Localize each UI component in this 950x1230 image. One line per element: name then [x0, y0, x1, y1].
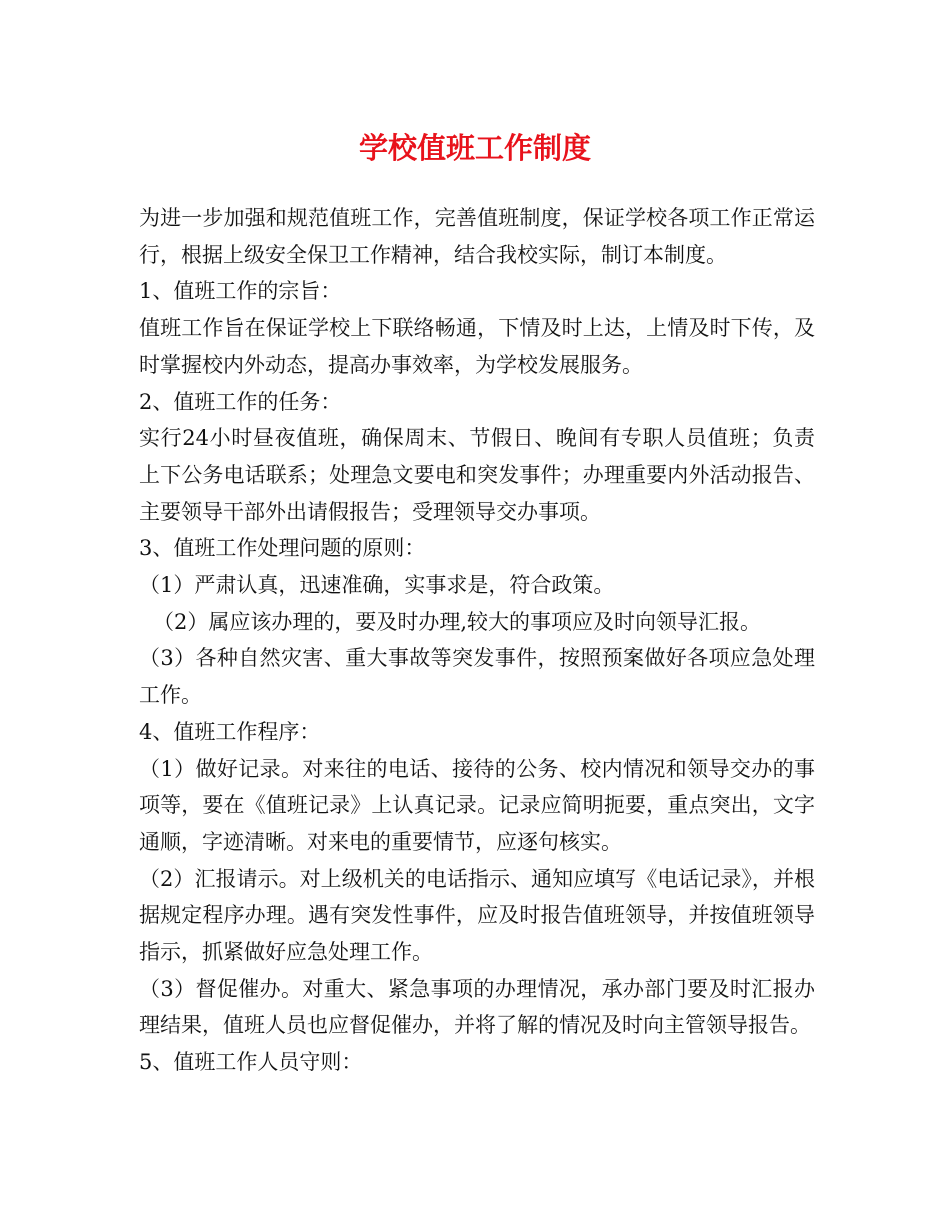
section-heading-tasks: 2、值班工作的任务： [139, 389, 342, 414]
procedure-item-3: （3）督促催办。对重大、紧急事项的办理情况，承办部门要及时汇报办理结果，值班人员也应督促催办，并将了解的情况及时向主管领导报告。 [139, 976, 815, 1038]
principle-item-1: （1）严肃认真，迅速准确，实事求是，符合政策。 [139, 573, 615, 598]
tasks-paragraph: 实行24小时昼夜值班，确保周末、节假日、晚间有专职人员值班；负责上下公务电话联系；处理急文要电和突发事件；办理重要内外活动报告、主要领导干部外出请假报告；受理领导交办事项。 [139, 426, 815, 524]
document-body [139, 200, 815, 1081]
principle-item-2: （2）属应该办理的，要及时办理,较大的事项应及时向领导汇报。 [153, 609, 762, 634]
section-heading-purpose: 1、值班工作的宗旨： [139, 279, 342, 304]
procedure-item-2: （2）汇报请示。对上级机关的电话指示、通知应填写《电话记录》，并根据规定程序办理。遇有突发性事件，应及时报告值班领导，并按值班领导指示，抓紧做好应急处理工作。 [139, 866, 815, 965]
intro-paragraph: 为进一步加强和规范值班工作，完善值班制度，保证学校各项工作正常运行，根据上级安全保卫工作精神，结合我校实际，制订本制度。 [139, 206, 815, 267]
section-heading-procedure: 4、值班工作程序： [139, 719, 321, 744]
section-heading-rules: 5、值班工作人员守则： [139, 1050, 363, 1075]
purpose-paragraph: 值班工作旨在保证学校上下联络畅通，下情及时上达，上情及时下传，及时掌握校内外动态，提高办事效率，为学校发展服务。 [139, 316, 815, 377]
document-title: 学校值班工作制度 [358, 131, 591, 165]
procedure-item-1: （1）做好记录。对来往的电话、接待的公务、校内情况和领导交办的事项等，要在《值班记录》上认真记录。记录应简明扼要，重点突出，文字通顺，字迹清晰。对来电的重要情节，应逐句核实。 [139, 756, 815, 854]
principle-item-3: （3）各种自然灾害、重大事故等突发事件，按照预案做好各项应急处理工作。 [139, 646, 815, 708]
section-heading-principles: 3、值班工作处理问题的原则： [139, 536, 426, 561]
